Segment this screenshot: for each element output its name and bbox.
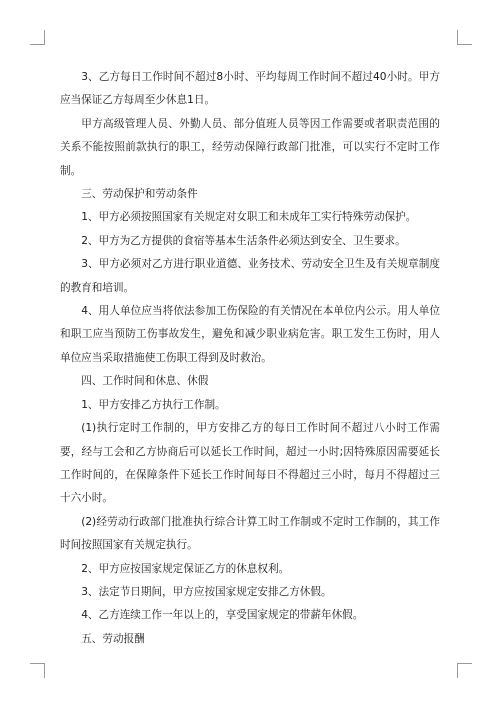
crop-mark-top-left [30, 30, 45, 45]
paragraph-holidays: 3、法定节日期间，甲方应按国家规定安排乙方休假。 [81, 585, 332, 598]
section-heading-remuneration: 五、劳动报酬 [81, 632, 145, 645]
crop-mark-top-right [457, 30, 472, 45]
paragraph-work-system: 1、甲方安排乙方执行工作制。 [81, 398, 226, 411]
crop-mark-bottom-left [30, 663, 45, 678]
crop-mark-bottom-right [457, 663, 472, 678]
paragraph-training: 3、甲方必须对乙方进行职业道德、业务技术、劳动安全卫生及有关规章制度的教育和培训。 [60, 258, 440, 294]
paragraph-fixed-hours: (1)执行定时工作制的，甲方安排乙方的每日工作时间不超过八小时工作需要，经与工会和乙方协商后可以延长工作时间，超过一小时;因特殊原因需要延长工作时间的，在保障条件下延长工作时间每日不得超过三小时，每月不得超过三十六小时。 [60, 422, 440, 505]
paragraph-comprehensive-hours: (2)经劳动行政部门批准执行综合计算工时工作制或不定时工作制的，其工作时间按照国家有关规定执行。 [60, 515, 440, 552]
paragraph-injury-insurance: 4、用人单位应当将依法参加工伤保险的有关情况在本单位内公示。用人单位和职工应当预防工伤事故发生，避免和减少职业病危害。职工发生工伤时，用人单位应当采取措施使工伤职工得到及时救治。 [60, 305, 440, 364]
section-heading-labor-protection: 三、劳动保护和劳动条件 [81, 188, 198, 201]
paragraph-annual-leave: 4、乙方连续工作一年以上的，享受国家规定的带薪年休假。 [81, 609, 364, 622]
document-body [60, 66, 440, 651]
section-heading-working-time: 四、工作时间和休息、休假 [81, 375, 209, 388]
paragraph-living-conditions: 2、甲方为乙方提供的食宿等基本生活条件必须达到安全、卫生要求。 [81, 234, 406, 247]
paragraph-rest-rights: 2、甲方应按国家规定保证乙方的休息权利。 [81, 562, 290, 575]
paragraph-working-hours: 3、乙方每日工作时间不超过8小时、平均每周工作时间不超过40小时。甲方应当保证乙方每周至少休息1日。 [60, 71, 440, 107]
paragraph-flexible-hours: 甲方高级管理人员、外勤人员、部分值班人员等因工作需要或者职责范围的关系不能按照前款执行的职工，经劳动保障行政部门批准，可以实行不定时工作制。 [60, 117, 440, 177]
paragraph-special-protection: 1、甲方必须按照国家有关规定对女职工和未成年工实行特殊劳动保护。 [81, 211, 417, 224]
